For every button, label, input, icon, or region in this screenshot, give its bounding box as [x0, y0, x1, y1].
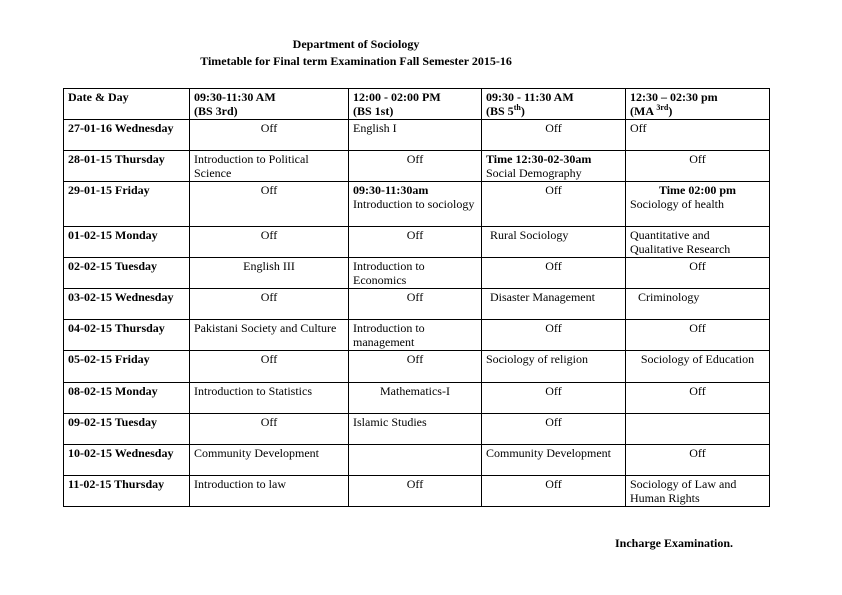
- date-cell: 10-02-15 Wednesday: [64, 445, 190, 476]
- cell-bs1: Off: [349, 151, 482, 182]
- header-date-day: Date & Day: [64, 89, 190, 120]
- cell-ma: Off: [626, 445, 770, 476]
- subject: Social Demography: [486, 166, 582, 180]
- cell-bs3: Off: [190, 414, 349, 445]
- bs1-time: 12:00 - 02:00 PM: [353, 90, 441, 104]
- table-row: [64, 414, 770, 445]
- table-row: [64, 445, 770, 476]
- cell-bs3: Off: [190, 182, 349, 227]
- cell-bs1: Off: [349, 476, 482, 507]
- cell-ma: Off: [626, 151, 770, 182]
- cell-bs5: [482, 151, 626, 182]
- cell-bs5: Off: [482, 476, 626, 507]
- cell-bs3: Pakistani Society and Culture: [190, 320, 349, 351]
- bs5-time: 09:30 - 11:30 AM: [486, 90, 574, 104]
- date-cell: 05-02-15 Friday: [64, 351, 190, 383]
- header-bs5: [482, 89, 626, 120]
- cell-ma: Sociology of Education: [626, 351, 770, 383]
- time-note: Time 02:00 pm: [658, 183, 737, 197]
- date-cell: 04-02-15 Thursday: [64, 320, 190, 351]
- table-row: [64, 289, 770, 320]
- cell-bs1: Off: [349, 227, 482, 258]
- table-row: [64, 151, 770, 182]
- cell-bs5: Off: [482, 120, 626, 151]
- time-note: Time 12:30-02-30am: [486, 152, 592, 166]
- cell-ma: Criminology: [626, 289, 770, 320]
- cell-bs5: Off: [482, 320, 626, 351]
- date-cell: 27-01-16 Wednesday: [64, 120, 190, 151]
- header-bs3: [190, 89, 349, 120]
- cell-bs3: Introduction to Statistics: [190, 383, 349, 414]
- department-title: Department of Sociology: [292, 37, 420, 51]
- cell-ma: Sociology of Law and Human Rights: [626, 476, 770, 507]
- cell-bs1: [349, 182, 482, 227]
- cell-bs1: [349, 445, 482, 476]
- cell-ma: Off: [626, 120, 770, 151]
- cell-bs5: Off: [482, 258, 626, 289]
- cell-bs3: English III: [190, 258, 349, 289]
- date-cell: 28-01-15 Thursday: [64, 151, 190, 182]
- cell-bs3: Introduction to law: [190, 476, 349, 507]
- exam-timetable: [63, 88, 770, 507]
- cell-bs1: Introduction to Economics: [349, 258, 482, 289]
- ma-class: (MA $^{3rd}$): [630, 103, 673, 118]
- table-row: [64, 320, 770, 351]
- bs5-class: (BS 5th): [486, 103, 525, 118]
- table-row: [64, 476, 770, 507]
- cell-ma: Off: [626, 258, 770, 289]
- header-ma: [626, 89, 770, 120]
- cell-bs5: Off: [482, 383, 626, 414]
- incharge-signature: Incharge Examination.: [615, 536, 734, 550]
- cell-bs5: Off: [482, 414, 626, 445]
- timetable-title: Timetable for Final term Examination Fall Semester 2015-16: [200, 54, 512, 68]
- cell-bs3: Off: [190, 120, 349, 151]
- date-cell: 09-02-15 Tuesday: [64, 414, 190, 445]
- cell-bs5: Community Development: [482, 445, 626, 476]
- cell-bs3: Community Development: [190, 445, 349, 476]
- date-cell: 08-02-15 Monday: [64, 383, 190, 414]
- table-row: [64, 258, 770, 289]
- bs3-time: 09:30-11:30 AM: [194, 90, 276, 104]
- cell-bs1: English I: [349, 120, 482, 151]
- cell-bs3: Introduction to Political Science: [190, 151, 349, 182]
- cell-bs1: Off: [349, 289, 482, 320]
- subject: Sociology of health: [630, 197, 724, 211]
- cell-ma: Quantitative and Qualitative Research: [626, 227, 770, 258]
- date-cell: 11-02-15 Thursday: [64, 476, 190, 507]
- bs3-class: (BS 3rd): [194, 104, 238, 118]
- cell-bs5: Off: [482, 182, 626, 227]
- header-bs1: [349, 89, 482, 120]
- date-cell: 02-02-15 Tuesday: [64, 258, 190, 289]
- cell-bs1: Islamic Studies: [349, 414, 482, 445]
- date-cell: 01-02-15 Monday: [64, 227, 190, 258]
- cell-bs5: Disaster Management: [482, 289, 626, 320]
- subject: Introduction to sociology: [353, 197, 475, 211]
- cell-bs3: Off: [190, 227, 349, 258]
- date-cell: 29-01-15 Friday: [64, 182, 190, 227]
- cell-ma: Off: [626, 320, 770, 351]
- date-cell: 03-02-15 Wednesday: [64, 289, 190, 320]
- cell-bs1: Introduction to management: [349, 320, 482, 351]
- cell-ma: Off: [626, 383, 770, 414]
- bs1-class: (BS 1st): [353, 104, 394, 118]
- time-note: 09:30-11:30am: [353, 183, 429, 197]
- table-row: [64, 227, 770, 258]
- cell-ma: [626, 414, 770, 445]
- table-row: [64, 182, 770, 227]
- table-row: [64, 351, 770, 383]
- cell-ma: [626, 182, 770, 227]
- table-row: [64, 383, 770, 414]
- cell-bs1: Off: [349, 351, 482, 383]
- ma-time: 12:30 – 02:30 pm: [630, 90, 718, 104]
- table-row: [64, 120, 770, 151]
- cell-bs5: Rural Sociology: [482, 227, 626, 258]
- header-row: [64, 89, 770, 120]
- cell-bs3: Off: [190, 289, 349, 320]
- cell-bs3: Off: [190, 351, 349, 383]
- cell-bs5: Sociology of religion: [482, 351, 626, 383]
- cell-bs1: Mathematics-I: [349, 383, 482, 414]
